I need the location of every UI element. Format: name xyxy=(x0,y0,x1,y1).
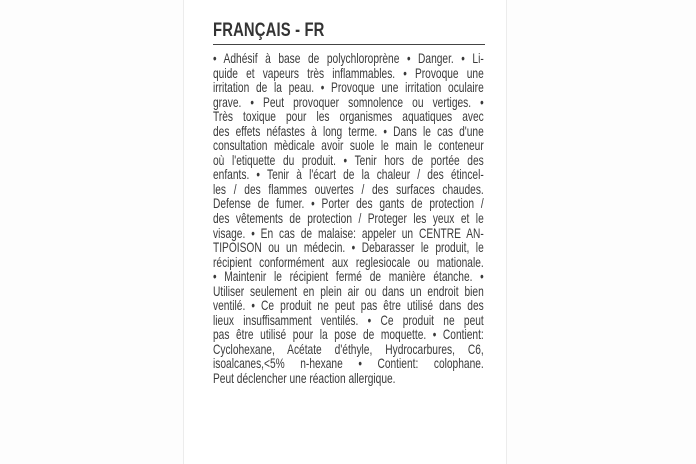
text-line: Defense de fumer. • Porter des gants de protection / xyxy=(213,197,484,212)
section-heading xyxy=(213,20,485,45)
text-line: consultation mèdicale avoir suole le main le conteneur xyxy=(213,139,484,154)
text-line: récipient conformément aux reglesiocale ou mationale. xyxy=(213,255,484,270)
heading-text: FRANÇAIS - FR xyxy=(213,20,325,41)
text-line: Utiliser seulement en plein air ou dans un endroit bien xyxy=(213,284,484,299)
text-line: lieux insuffisamment ventilés. • Ce produit ne peut xyxy=(213,313,484,328)
text-line: Peut déclencher une réaction allergique. xyxy=(213,372,396,387)
text-line: où l'etiquette du produit. • Tenir hors de portée des xyxy=(213,153,484,168)
text-line: des vêtements de protection / Proteger les yeux et le xyxy=(213,212,484,227)
text-line: • Maintenir le récipient fermé de manière étanche. • xyxy=(213,270,484,285)
text-line: Très toxique pour les organismes aquatiques avec xyxy=(213,110,484,125)
text-line: ventilé. • Ce produit ne peut pas être utilisé dans des xyxy=(213,299,484,314)
safety-text-block xyxy=(213,52,484,387)
text-line: pas être utilisé pour la pose de moquette. • Contient: xyxy=(213,328,484,343)
text-line: isoalcanes,<5% n-hexane • Contient: colophane. xyxy=(213,357,484,372)
text-line: • Adhésif à base de polychloroprène • Danger. • Li- xyxy=(213,52,484,66)
text-line: visage. • En cas de malaise: appeler un CENTRE AN- xyxy=(213,226,484,241)
text-line: Cyclohexane, Acétate d'éthyle, Hydrocarbures, C6, xyxy=(213,342,484,357)
text-line: les / des flammes ouvertes / des surfaces chaudes. xyxy=(213,182,484,197)
text-line: TIPOISON ou un médecin. • Debarasser le produit, le xyxy=(213,241,484,256)
text-line: grave. • Peut provoquer somnolence ou vertiges. • xyxy=(213,95,484,110)
text-line: des effets néfastes à long terme. • Dans le cas d'une xyxy=(213,124,484,139)
text-line: irritation de la peau. • Provoque une irritation oculaire xyxy=(213,81,484,96)
text-line: enfants. • Tenir à l'écart de la chaleur / des étincel- xyxy=(213,168,484,183)
text-line: quide et vapeurs très inflammables. • Provoque une xyxy=(213,66,484,81)
